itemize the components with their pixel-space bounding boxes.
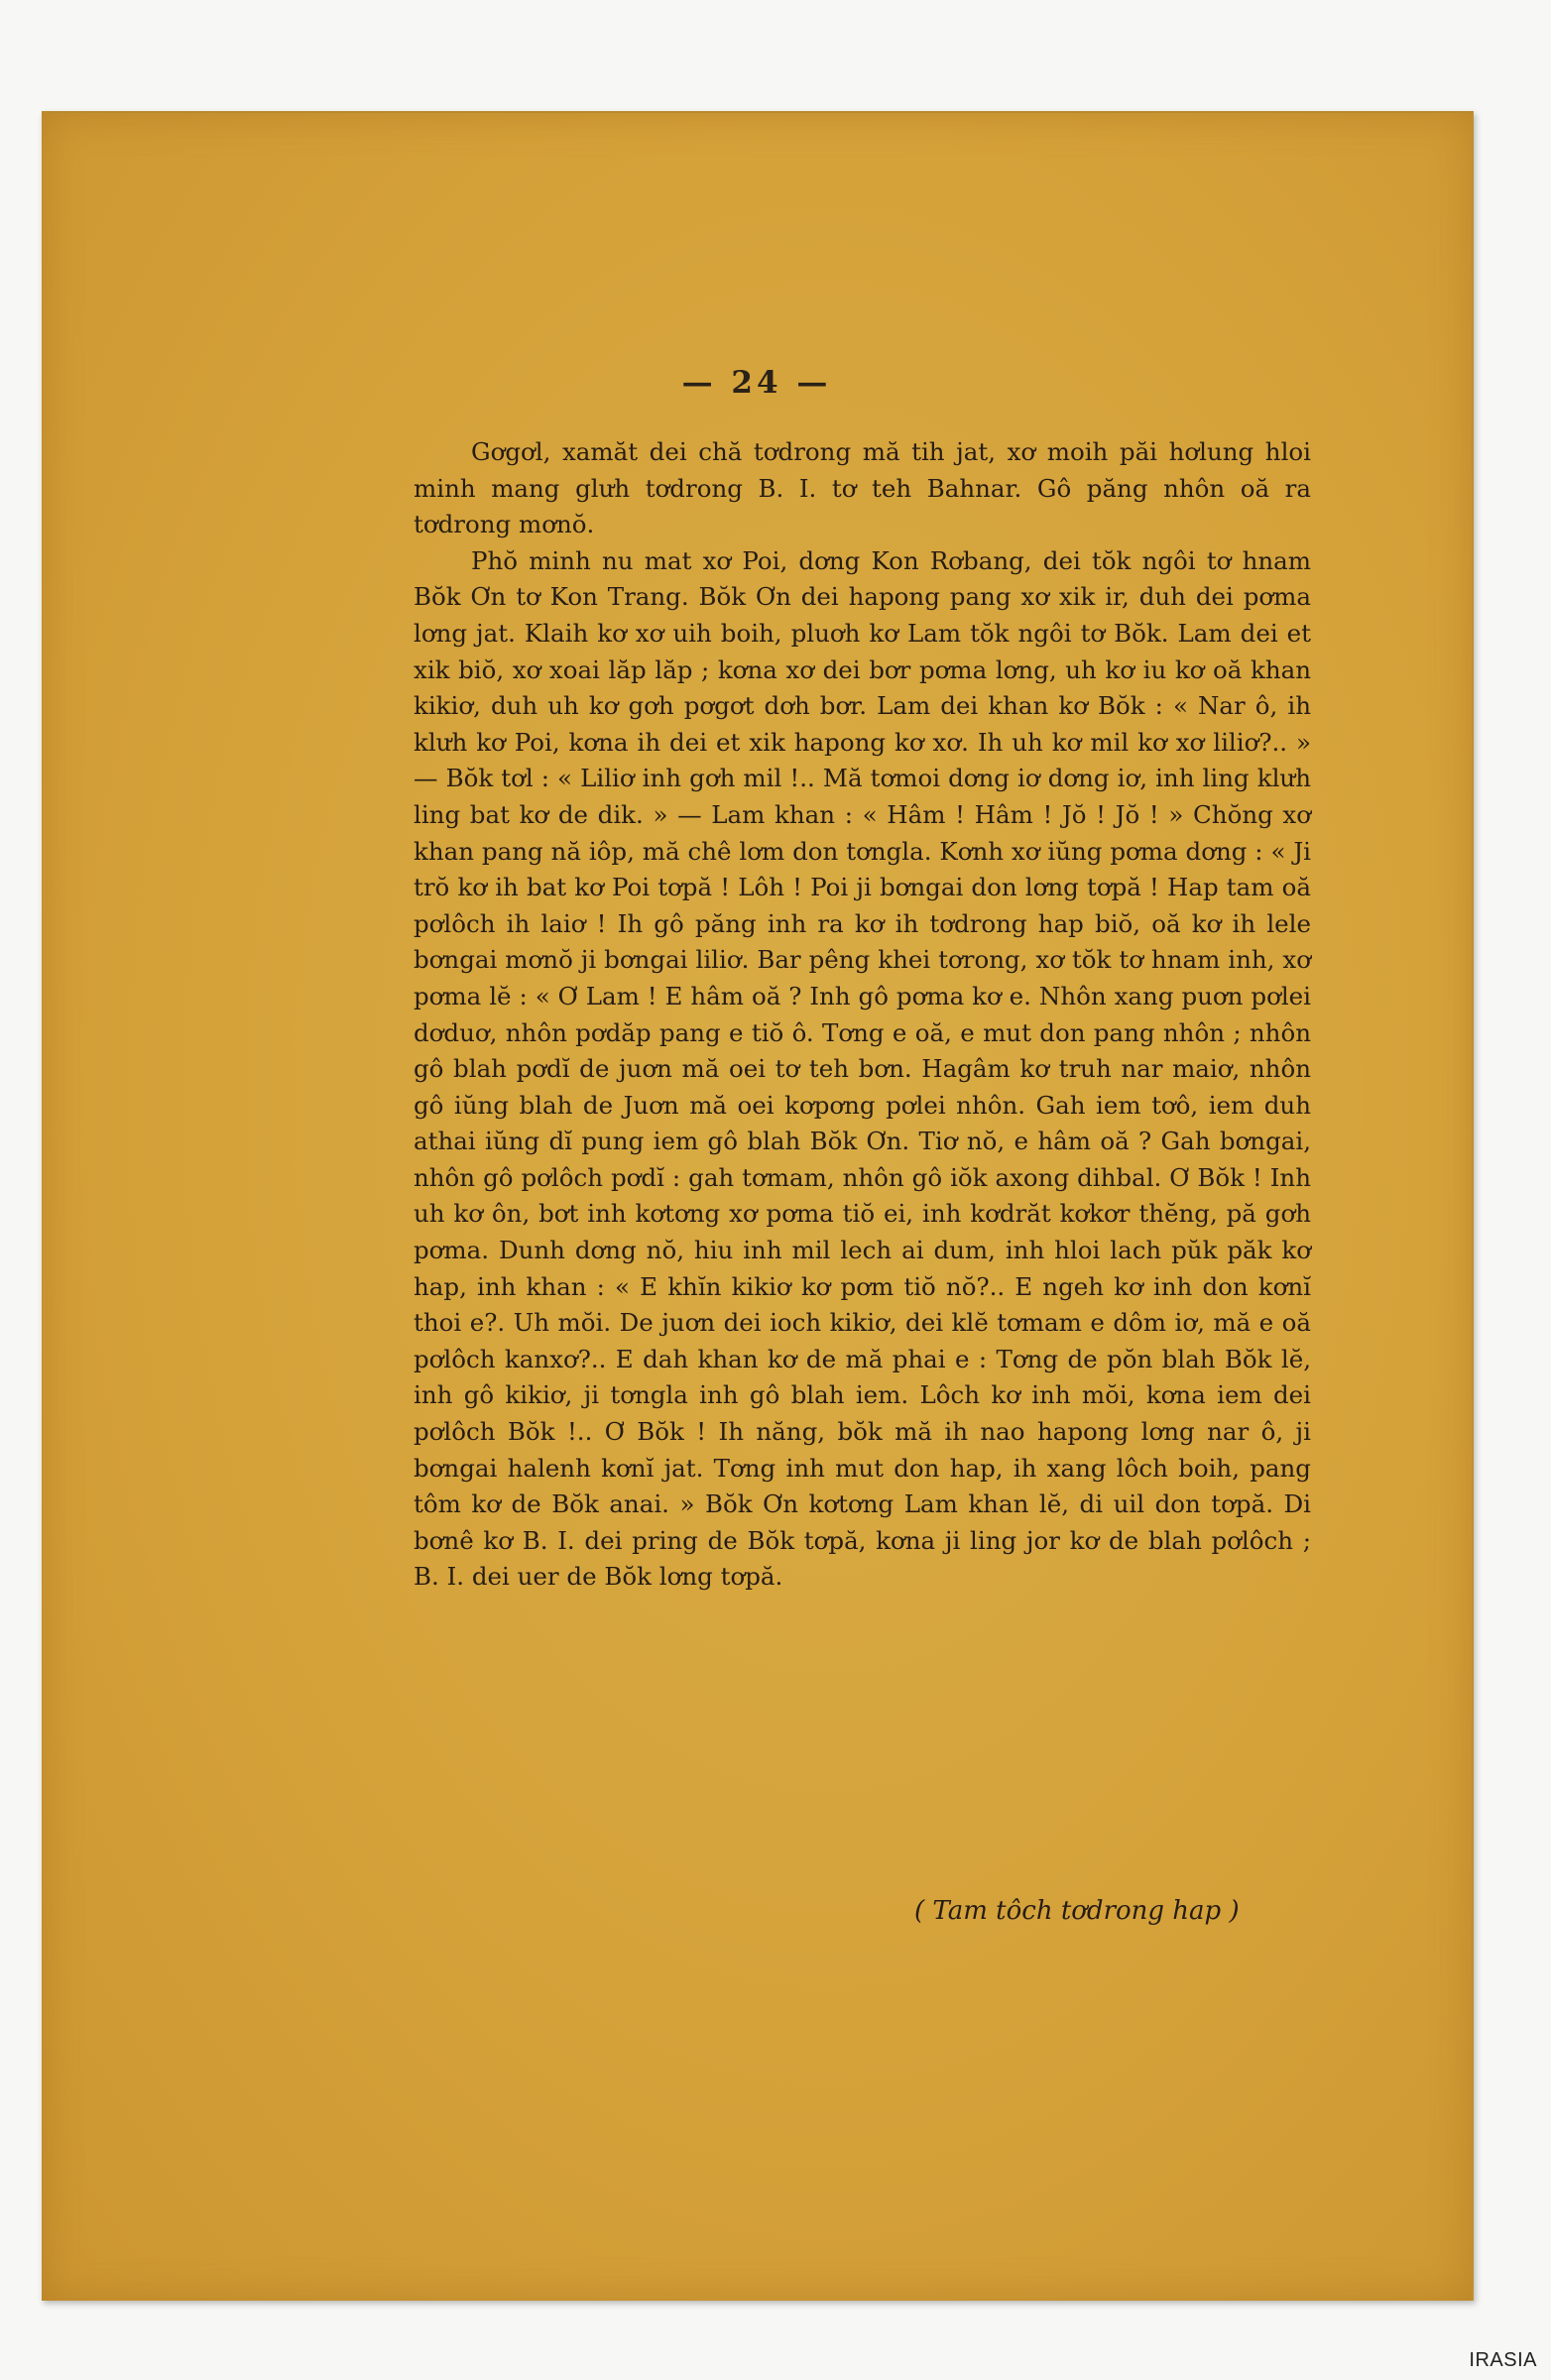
page-number: — 24 — (681, 365, 832, 401)
paragraph-1: Gơgơl, xamăt dei chă tơdrong mă tih jat, xơ moih păi hơlung hloi minh mang glưh tơdrong B. I. tơ teh Bahnar. Gô păng nhôn oă ra tơdrong mơnŏ. (414, 437, 1311, 539)
book-page (42, 111, 1474, 2301)
continuation-note: ( Tam tôch tơdrong hap ) (914, 1896, 1240, 1926)
source-watermark: IRASIA (1469, 2349, 1537, 2371)
body-text (414, 434, 1311, 1596)
paragraph-2: Phŏ minh nu mat xơ Poi, dơng Kon Rơbang, dei tŏk ngôi tơ hnam Bŏk Ơn tơ Kon Trang. Bŏk Ơn dei hapong pang xơ xik ir, duh dei pơma lơng jat. Klaih kơ xơ uih boih, pluơh kơ Lam tŏk ngôi tơ Bŏk. Lam dei et xik biŏ, xơ xoai lăp lăp ; kơna xơ dei bơr pơma lơng, uh kơ iu kơ oă khan kikiơ, duh uh kơ gơh pơgơt dơh bơr. Lam dei khan kơ Bŏk : « Nar ô, ih klưh kơ Poi, kơna ih dei et xik hapong kơ xơ. Ih uh kơ mil kơ xơ liliơ?.. » — Bŏk tơl : « Liliơ inh gơh mil !.. Mă tơmoi dơng iơ dơng iơ, inh ling klưh ling bat kơ de dik. » — Lam khan : « Hâm ! Hâm ! Jŏ ! Jŏ ! » Chŏng xơ khan pang nă iôp, mă chê lơm don tơngla. Kơnh xơ iŭng pơma dơng : « Ji trŏ kơ ih bat kơ Poi tơpă ! Lôh ! Poi ji bơngai don lơng tơpă ! Hap tam oă pơlôch ih laiơ ! Ih gô păng inh ra kơ ih tơdrong hap biŏ, oă kơ ih lele bơngai mơnŏ ji bơngai liliơ. Bar pêng khei tơrong, xơ tŏk tơ hnam inh, xơ pơma lĕ : « Ơ Lam ! E hâm oă ? Inh gô pơma kơ e. Nhôn xang puơn pơlei dơduơ, nhôn pơdăp pang e tiŏ ô. Tơng e oă, e mut don pang nhôn ; nhôn gô blah pơdĭ de juơn mă oei tơ teh bơn. Hagâm kơ truh nar maiơ, nhôn gô iŭng blah de Juơn mă oei kơpơng pơlei nhôn. Gah iem tơô, iem duh athai iŭng dĭ pung iem gô blah Bŏk Ơn. Tiơ nŏ, e hâm oă ? Gah bơngai, nhôn gô pơlôch pơdĭ : gah tơmam, nhôn gô iŏk axong dihbal. Ơ Bŏk ! Inh uh kơ ôn, bơt inh kơtơng xơ pơma tiŏ ei, inh kơdrăt kơkơr thĕng, pă gơh pơma. Dunh dơng nŏ, hiu inh mil lech ai dum, inh hloi lach pŭk păk kơ hap, inh khan : « E khĭn kikiơ kơ pơm tiŏ nŏ?.. E ngeh kơ inh don kơnĭ thoi e?. Uh mŏi. De juơn dei ioch kikiơ, dei klĕ tơmam e dôm iơ, mă e oă pơlôch kanxơ?.. E dah khan kơ de mă phai e : Tơng de pŏn blah Bŏk lĕ, inh gô kikiơ, ji tơngla inh gô blah iem. Lôch kơ inh mŏi, kơna iem dei pơlôch Bŏk !.. Ơ Bŏk ! Ih năng, bŏk mă ih nao hapong lơng nar ô, ji bơngai halenh kơnĭ jat. Tơng inh mut don hap, ih xang lôch boih, pang tôm kơ de Bŏk anai. » Bŏk Ơn kơtơng Lam khan lĕ, di uil don tơpă. Di bơnê kơ B. I. dei pring de Bŏk tơpă, kơna ji ling jor kơ de blah pơlôch ; B. I. dei uer de Bŏk lơng tơpă. (414, 545, 1311, 1592)
